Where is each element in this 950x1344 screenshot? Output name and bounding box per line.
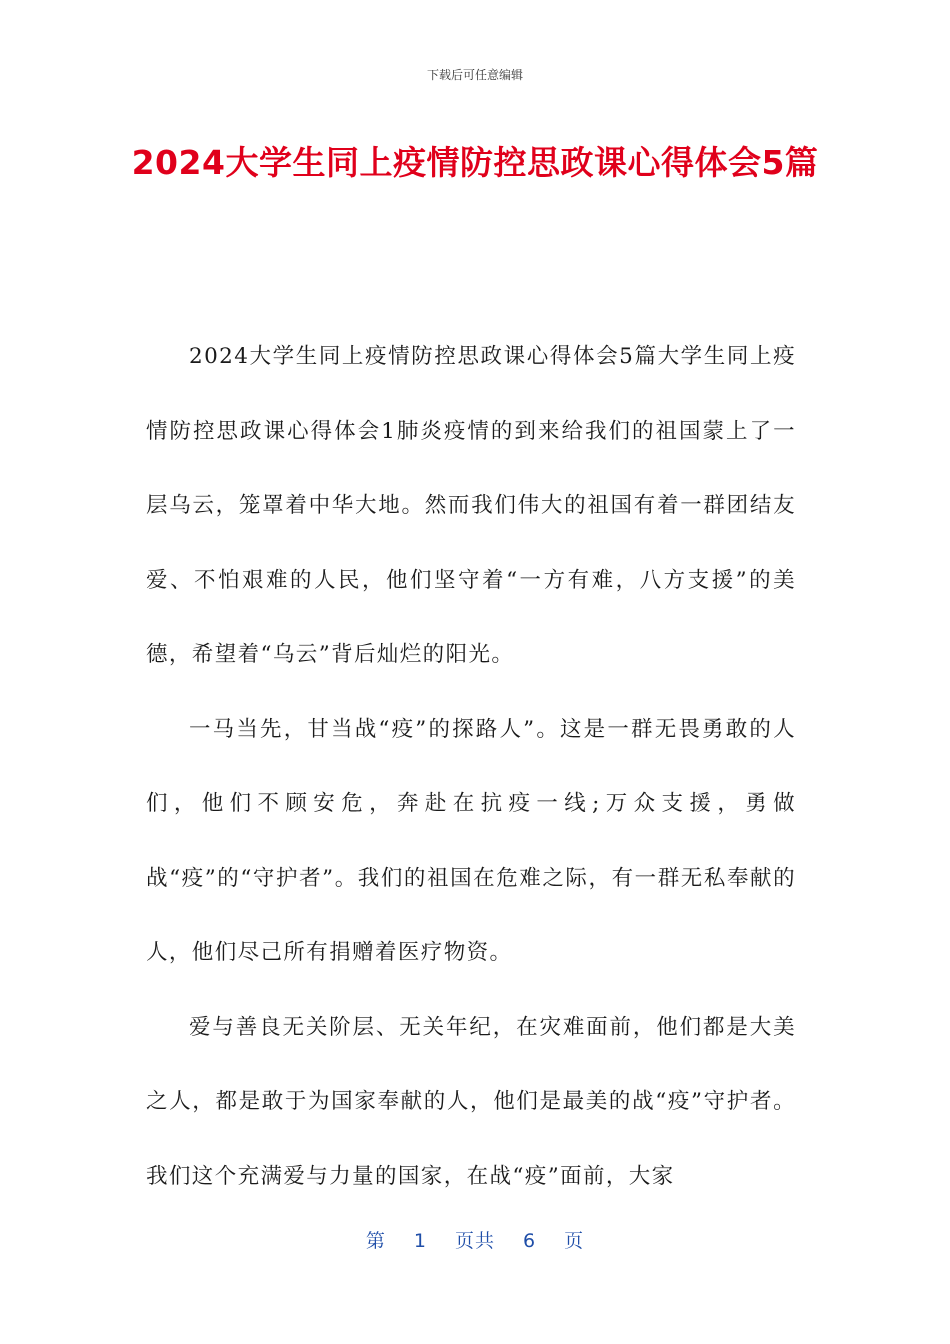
header-note: 下载后可任意编辑 bbox=[426, 68, 523, 82]
footer-total-pages: 6 bbox=[523, 1230, 537, 1252]
paragraph-2: 一马当先，甘当战“疫”的探路人”。这是一群无畏勇敢的人们，他们不顾安危，奔赴在抗疫一线;万众支援，勇做战“疫”的“守护者”。我们的祖国在危难之际，有一群无私奉献的人，他们尽己所有捐赠着医疗物资。 bbox=[146, 716, 796, 965]
footer-suffix: 页 bbox=[564, 1230, 585, 1252]
paragraph-3: 爱与善良无关阶层、无关年纪，在灾难面前，他们都是大美之人，都是敢于为国家奉献的人，他们是最美的战“疫”守护者。我们这个充满爱与力量的国家，在战“疫”面前，大家 bbox=[146, 1014, 796, 1189]
document-title: 2024大学生同上疫情防控思政课心得体会5篇 bbox=[131, 143, 819, 182]
footer-prefix: 第 bbox=[365, 1230, 386, 1252]
footer-current-page: 1 bbox=[413, 1230, 427, 1252]
document-body bbox=[146, 320, 796, 1214]
paragraph-1: 2024大学生同上疫情防控思政课心得体会5篇大学生同上疫情防控思政课心得体会1肺炎疫情的到来给我们的祖国蒙上了一层乌云，笼罩着中华大地。然而我们伟大的祖国有着一群团结友爱、不怕艰难的人民，他们坚守着“一方有难，八方支援”的美德，希望着“乌云”背后灿烂的阳光。 bbox=[146, 344, 796, 667]
footer-middle: 页共 bbox=[454, 1230, 495, 1252]
page-footer bbox=[0, 1226, 950, 1253]
